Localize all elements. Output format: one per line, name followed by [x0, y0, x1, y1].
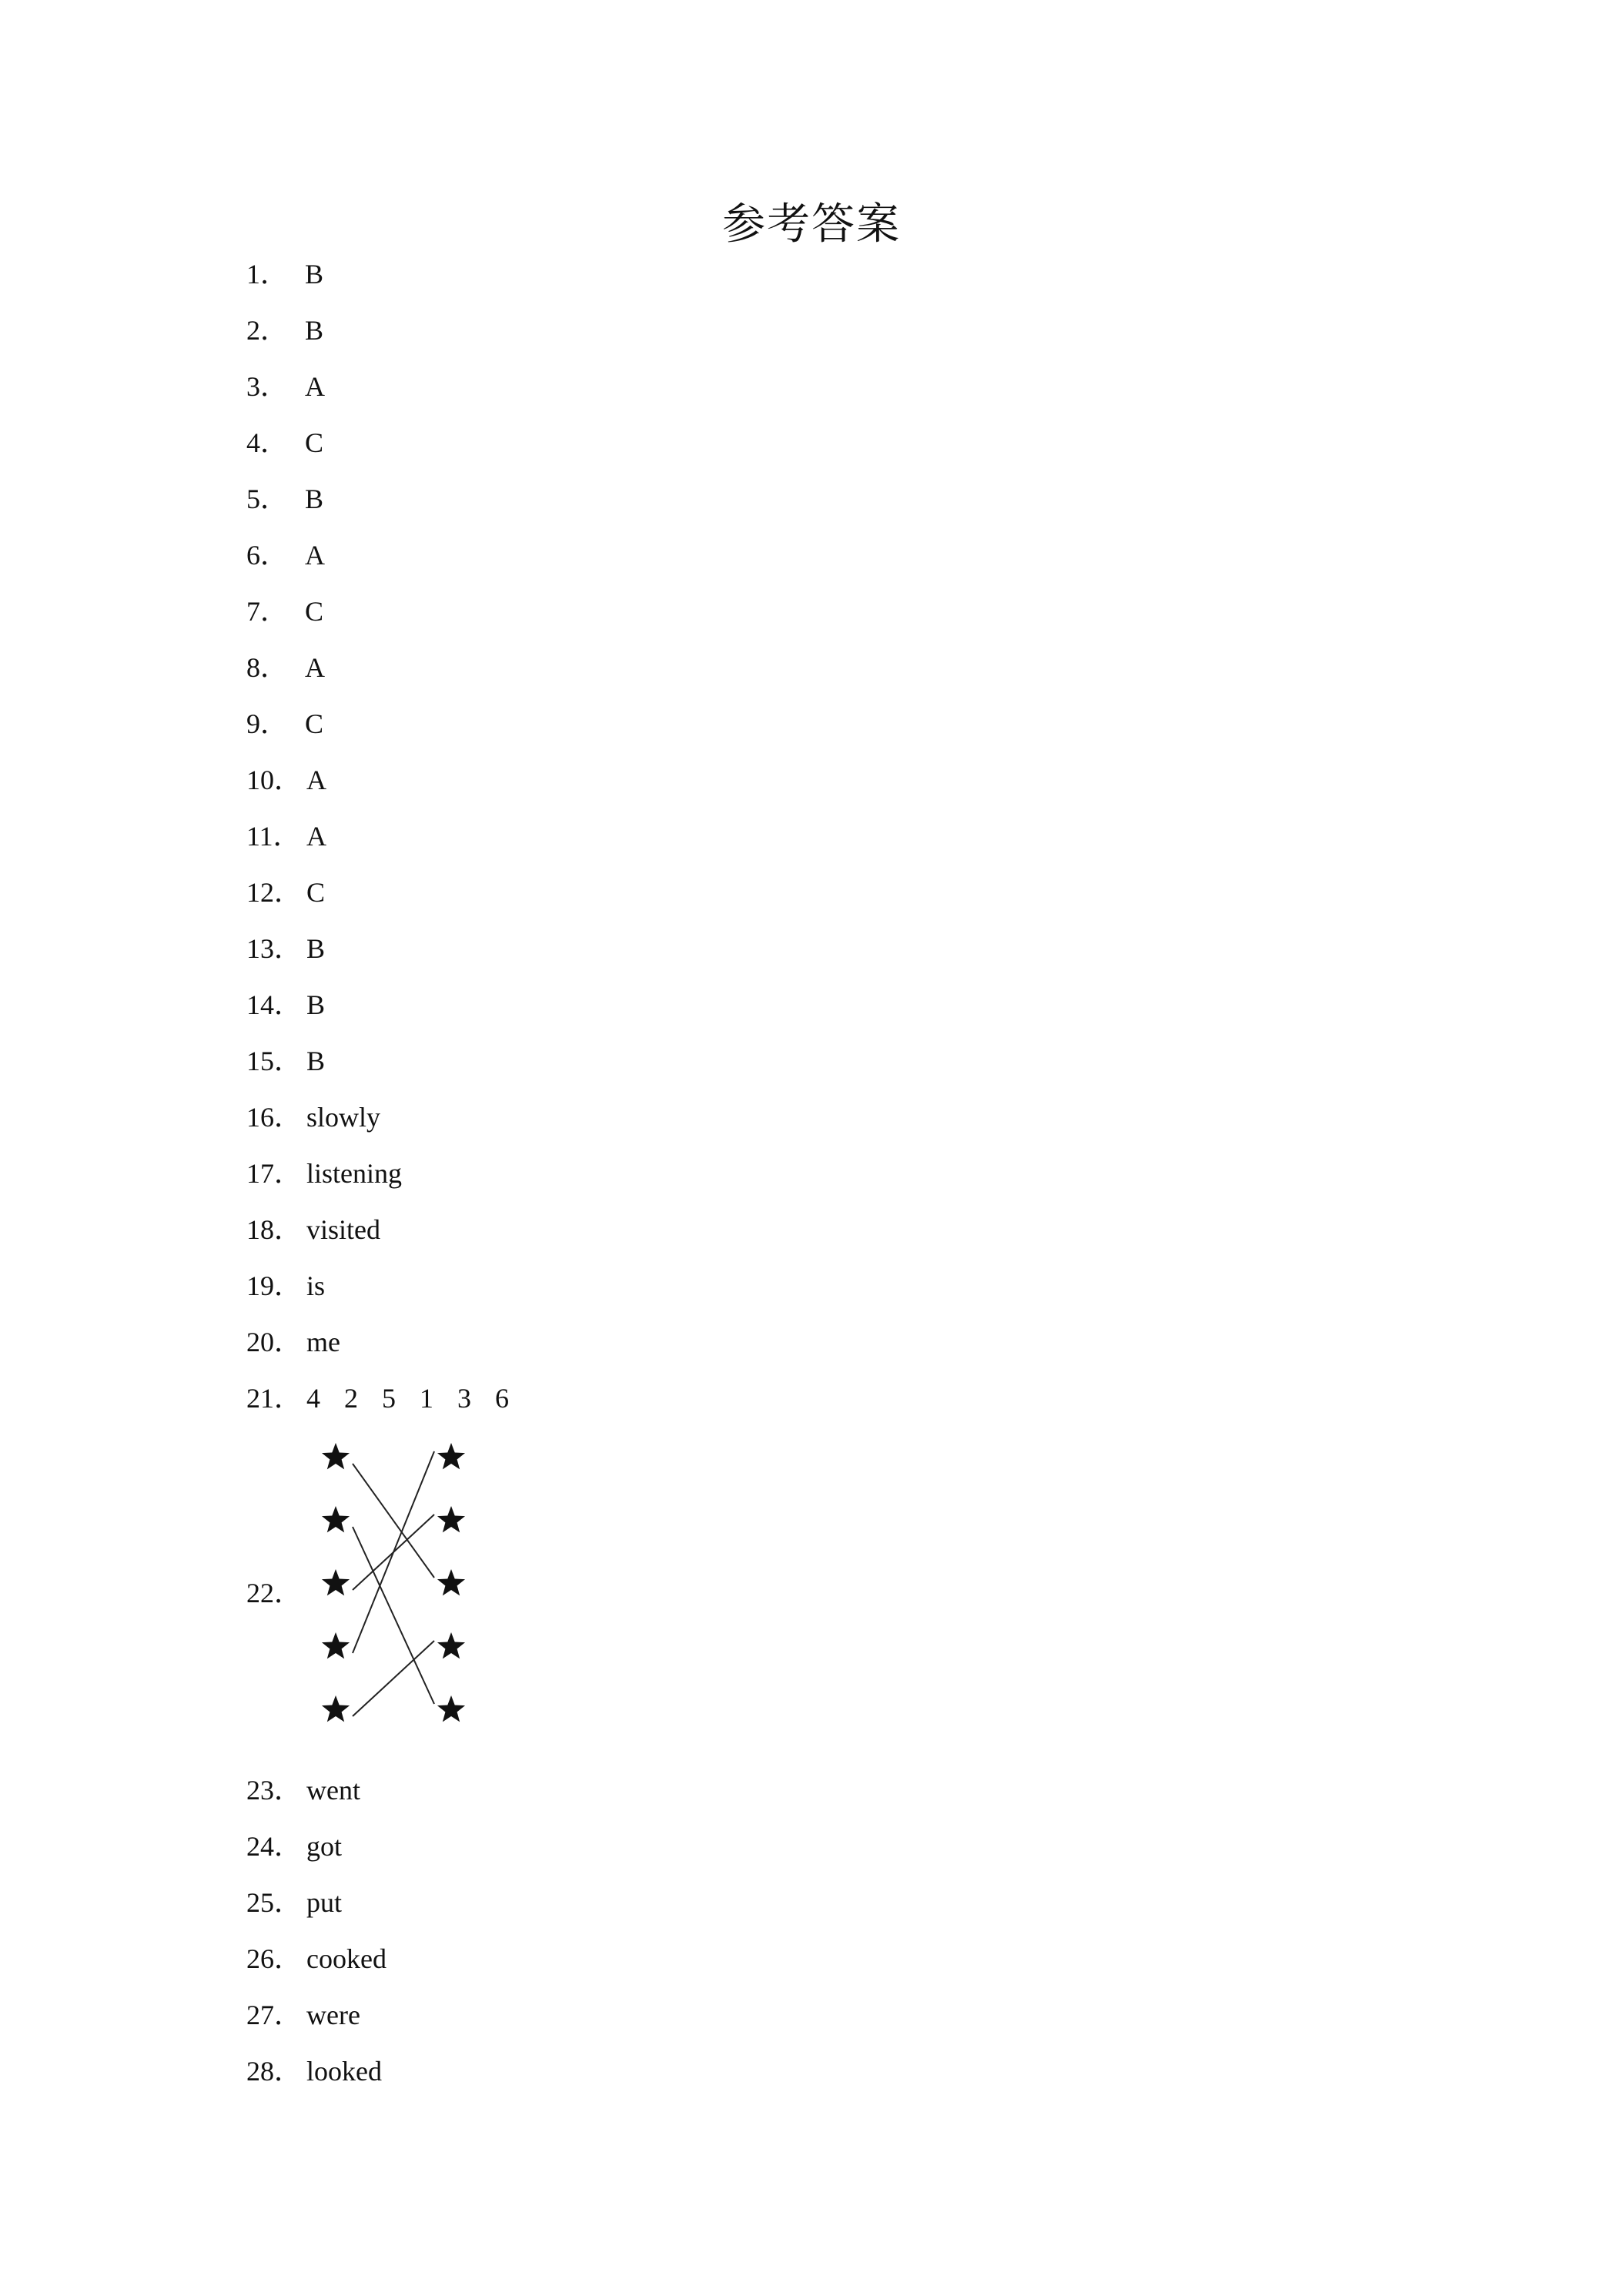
question-number: 10． — [246, 765, 303, 795]
page-title: 参考答案 — [722, 199, 901, 249]
question-number: 14． — [246, 989, 303, 1020]
question-number: 27． — [246, 2000, 303, 2030]
answer-row-13 — [246, 921, 1555, 977]
star-icon — [322, 1695, 350, 1722]
star-icon — [437, 1506, 465, 1532]
answer-text: C — [305, 596, 324, 627]
question-number: 25． — [246, 1887, 303, 1918]
star-icon — [437, 1569, 465, 1595]
answer-row-15 — [246, 1033, 1555, 1089]
answer-row-17 — [246, 1146, 1555, 1202]
answer-text: C — [305, 708, 324, 739]
question-number: 15． — [246, 1046, 303, 1076]
answer-text: A — [305, 652, 325, 683]
answer-text: visited — [306, 1214, 381, 1245]
answer-text: me — [306, 1327, 340, 1357]
question-number: 16． — [246, 1102, 303, 1133]
answer-row-25 — [246, 1875, 1555, 1931]
answer-row-1 — [246, 246, 1555, 303]
answer-row-8 — [246, 640, 1555, 696]
question-number: 20． — [246, 1327, 303, 1357]
answer-text: is — [306, 1270, 326, 1301]
answer-row-16 — [246, 1089, 1555, 1146]
answer-text: listening — [306, 1158, 403, 1189]
answer-row-14 — [246, 977, 1555, 1033]
question-number: 18． — [246, 1214, 303, 1245]
star-icon — [437, 1632, 465, 1658]
answer-row-21 — [246, 1371, 1555, 1427]
answer-text: C — [306, 877, 326, 908]
answer-row-11 — [246, 808, 1555, 865]
answer-text: cooked — [306, 1943, 387, 1974]
answer-text: were — [306, 2000, 360, 2030]
question-number: 7． — [246, 596, 289, 627]
answer-row-23 — [246, 1762, 1555, 1819]
question-number: 8． — [246, 652, 289, 683]
question-number: 22． — [246, 1578, 303, 1608]
star-icon — [322, 1569, 350, 1595]
answer-row-3 — [246, 359, 1555, 415]
star-icon — [322, 1443, 350, 1469]
answer-text: B — [305, 259, 324, 290]
question-number: 3． — [246, 371, 289, 402]
right-star-column — [437, 1443, 465, 1722]
answer-text: B — [306, 989, 326, 1020]
answer-row-12 — [246, 865, 1555, 921]
answer-text: put — [306, 1887, 343, 1918]
star-icon — [322, 1632, 350, 1658]
answer-row-6 — [246, 527, 1555, 584]
question-number: 17． — [246, 1158, 303, 1189]
left-star-column — [322, 1443, 350, 1722]
question-number: 28． — [246, 2056, 303, 2087]
answer-text: B — [306, 933, 326, 964]
answer-text: A — [306, 821, 326, 852]
answer-sequence: 4 2 5 1 3 6 — [306, 1383, 510, 1414]
answer-text: looked — [306, 2056, 382, 2087]
question-number: 2． — [246, 315, 289, 346]
answer-row-22 — [246, 1427, 1555, 1762]
answer-text: C — [305, 427, 324, 458]
question-number: 24． — [246, 1831, 303, 1862]
question-number: 4． — [246, 427, 289, 458]
answer-text: A — [305, 540, 325, 571]
answer-text: got — [306, 1831, 343, 1862]
answer-list — [246, 246, 1555, 2100]
question-number: 5． — [246, 484, 289, 514]
answer-row-7 — [246, 584, 1555, 640]
answer-text: went — [306, 1775, 360, 1806]
question-number: 21． — [246, 1383, 303, 1414]
question-number: 11． — [246, 821, 301, 852]
answer-row-10 — [246, 752, 1555, 808]
answer-row-18 — [246, 1202, 1555, 1258]
answer-text: A — [306, 765, 327, 795]
answer-text: B — [305, 315, 324, 346]
answer-text: slowly — [306, 1102, 381, 1133]
question-number: 26． — [246, 1943, 303, 1974]
answer-row-19 — [246, 1258, 1555, 1314]
answer-row-24 — [246, 1819, 1555, 1875]
question-number: 23． — [246, 1775, 303, 1806]
answer-row-5 — [246, 471, 1555, 527]
answer-row-4 — [246, 415, 1555, 471]
question-number: 13． — [246, 933, 303, 964]
question-number: 9． — [246, 708, 289, 739]
star-icon — [322, 1506, 350, 1532]
answer-row-28 — [246, 2043, 1555, 2100]
answer-row-9 — [246, 696, 1555, 752]
star-icon — [437, 1695, 465, 1722]
answer-text: B — [306, 1046, 326, 1076]
question-number: 1． — [246, 259, 289, 290]
question-number: 6． — [246, 540, 289, 571]
question-number: 19． — [246, 1270, 303, 1301]
star-icon — [437, 1443, 465, 1469]
answer-row-2 — [246, 303, 1555, 359]
answer-row-26 — [246, 1931, 1555, 1987]
answer-row-20 — [246, 1314, 1555, 1371]
question-number: 12． — [246, 877, 303, 908]
star-matching-figure — [314, 1431, 491, 1739]
answer-row-27 — [246, 1987, 1555, 2043]
matching-lines — [353, 1451, 434, 1716]
answer-text: B — [305, 484, 324, 514]
answer-text: A — [305, 371, 325, 402]
